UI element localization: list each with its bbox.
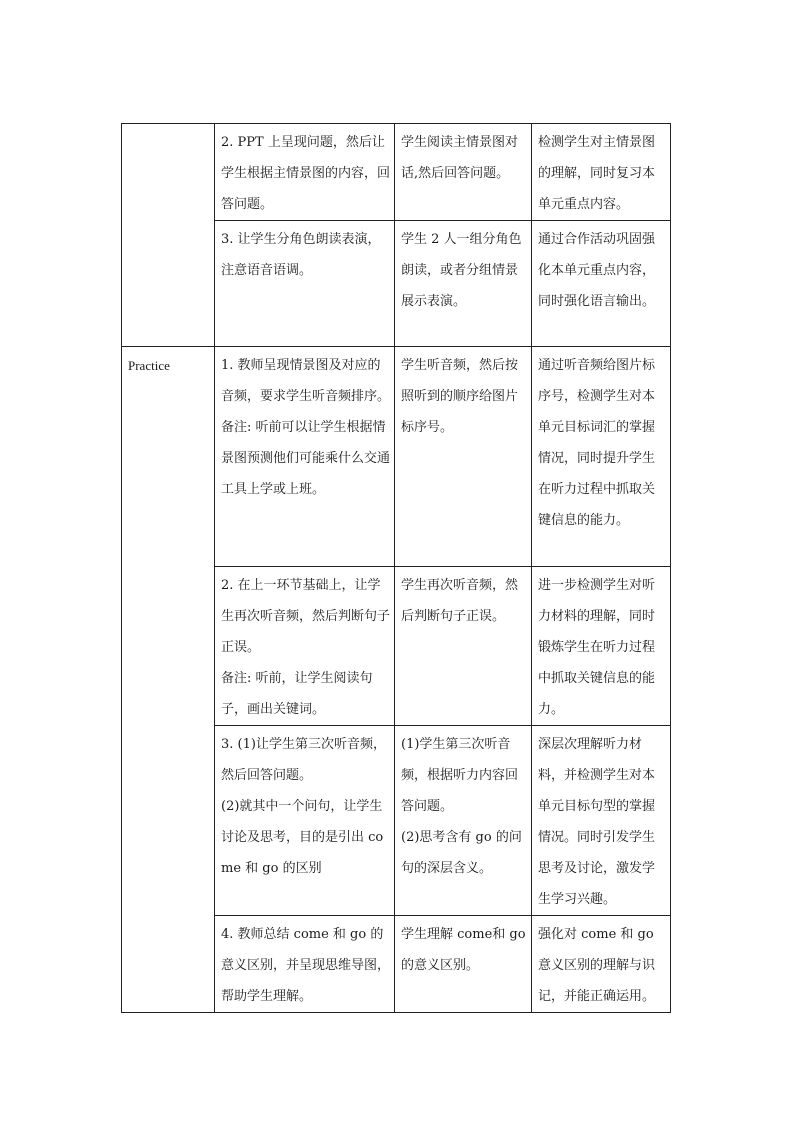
teacher-activity-cell bbox=[215, 347, 395, 567]
teacher-activity-text-2: (2)就其中一个问句，让学生讨论及思考，目的是引出 come 和 go 的区别 bbox=[221, 799, 384, 876]
student-activity-text: (1)学生第三次听音频，根据听力内容回答问题。 bbox=[401, 737, 519, 814]
purpose-cell bbox=[532, 916, 671, 1013]
purpose-text: 强化对 come 和 go 意义区别的理解与识记，并能正确运用。 bbox=[538, 927, 656, 1004]
teacher-activity-cell bbox=[215, 916, 395, 1013]
teacher-note-text: 备注: 听前可以让学生根据情景图预测他们可能乘什么交通工具上学或上班。 bbox=[221, 420, 391, 497]
stage-cell-empty bbox=[122, 124, 215, 347]
student-activity-text: 学生 2 人一组分角色朗读，或者分组情景展示表演。 bbox=[401, 232, 522, 309]
lesson-plan-table bbox=[121, 123, 671, 1013]
purpose-text: 进一步检测学生对听力材料的理解，同时锻炼学生在听力过程中抓取关键信息的能力。 bbox=[538, 578, 656, 717]
teacher-activity-text: 1. 教师呈现情景图及对应的音频，要求学生听音频排序。 bbox=[221, 358, 391, 404]
purpose-cell bbox=[532, 124, 671, 221]
table-row bbox=[122, 347, 671, 567]
stage-label: Practice bbox=[128, 358, 170, 373]
purpose-text: 深层次理解听力材料，并检测学生对本单元目标句型的掌握情况。同时引发学生思考及讨论，激发学生学习兴趣。 bbox=[538, 737, 656, 907]
student-activity-text: 学生听音频，然后按照听到的顺序给图片标序号。 bbox=[401, 358, 519, 435]
teacher-activity-cell bbox=[215, 726, 395, 916]
student-activity-cell bbox=[395, 347, 532, 567]
purpose-cell bbox=[532, 221, 671, 347]
teacher-activity-text: 4. 教师总结 come 和 go 的意义区别，并呈现思维导图，帮助学生理解。 bbox=[221, 927, 391, 1004]
purpose-text: 检测学生对主情景图的理解，同时复习本单元重点内容。 bbox=[538, 135, 656, 212]
purpose-cell bbox=[532, 567, 671, 726]
student-activity-cell bbox=[395, 567, 532, 726]
teacher-activity-text: 3. 让学生分角色朗读表演，注意语音语调。 bbox=[221, 232, 381, 278]
teacher-activity-cell bbox=[215, 124, 395, 221]
student-activity-text-2: (2)思考含有 go 的问句的深层含义。 bbox=[401, 830, 522, 876]
teacher-note-text: 备注: 听前，让学生阅读句子，画出关键词。 bbox=[221, 671, 373, 717]
teacher-activity-text: 2. PPT 上呈现问题，然后让学生根据主情景图的内容，回答问题。 bbox=[221, 135, 391, 212]
student-activity-text: 学生理解 come和 go 的意义区别。 bbox=[401, 927, 526, 973]
purpose-cell bbox=[532, 726, 671, 916]
teacher-activity-cell bbox=[215, 567, 395, 726]
student-activity-text: 学生阅读主情景图对话,然后回答问题。 bbox=[401, 135, 519, 181]
stage-cell bbox=[122, 347, 215, 1013]
student-activity-cell bbox=[395, 221, 532, 347]
purpose-cell bbox=[532, 347, 671, 567]
teacher-activity-text: 2. 在上一环节基础上，让学生再次听音频，然后判断句子正误。 bbox=[221, 578, 391, 655]
student-activity-cell bbox=[395, 124, 532, 221]
student-activity-text: 学生再次听音频，然后判断句子正误。 bbox=[401, 578, 519, 624]
purpose-text: 通过合作活动巩固强化本单元重点内容，同时强化语言输出。 bbox=[538, 232, 656, 309]
teacher-activity-text: 3. (1)让学生第三次听音频，然后回答问题。 bbox=[221, 737, 386, 783]
student-activity-cell bbox=[395, 916, 532, 1013]
teacher-activity-cell bbox=[215, 221, 395, 347]
table-row bbox=[122, 124, 671, 221]
purpose-text: 通过听音频给图片标序号，检测学生对本单元目标词汇的掌握情况，同时提升学生在听力过程中抓取关键信息的能力。 bbox=[538, 358, 656, 528]
student-activity-cell bbox=[395, 726, 532, 916]
